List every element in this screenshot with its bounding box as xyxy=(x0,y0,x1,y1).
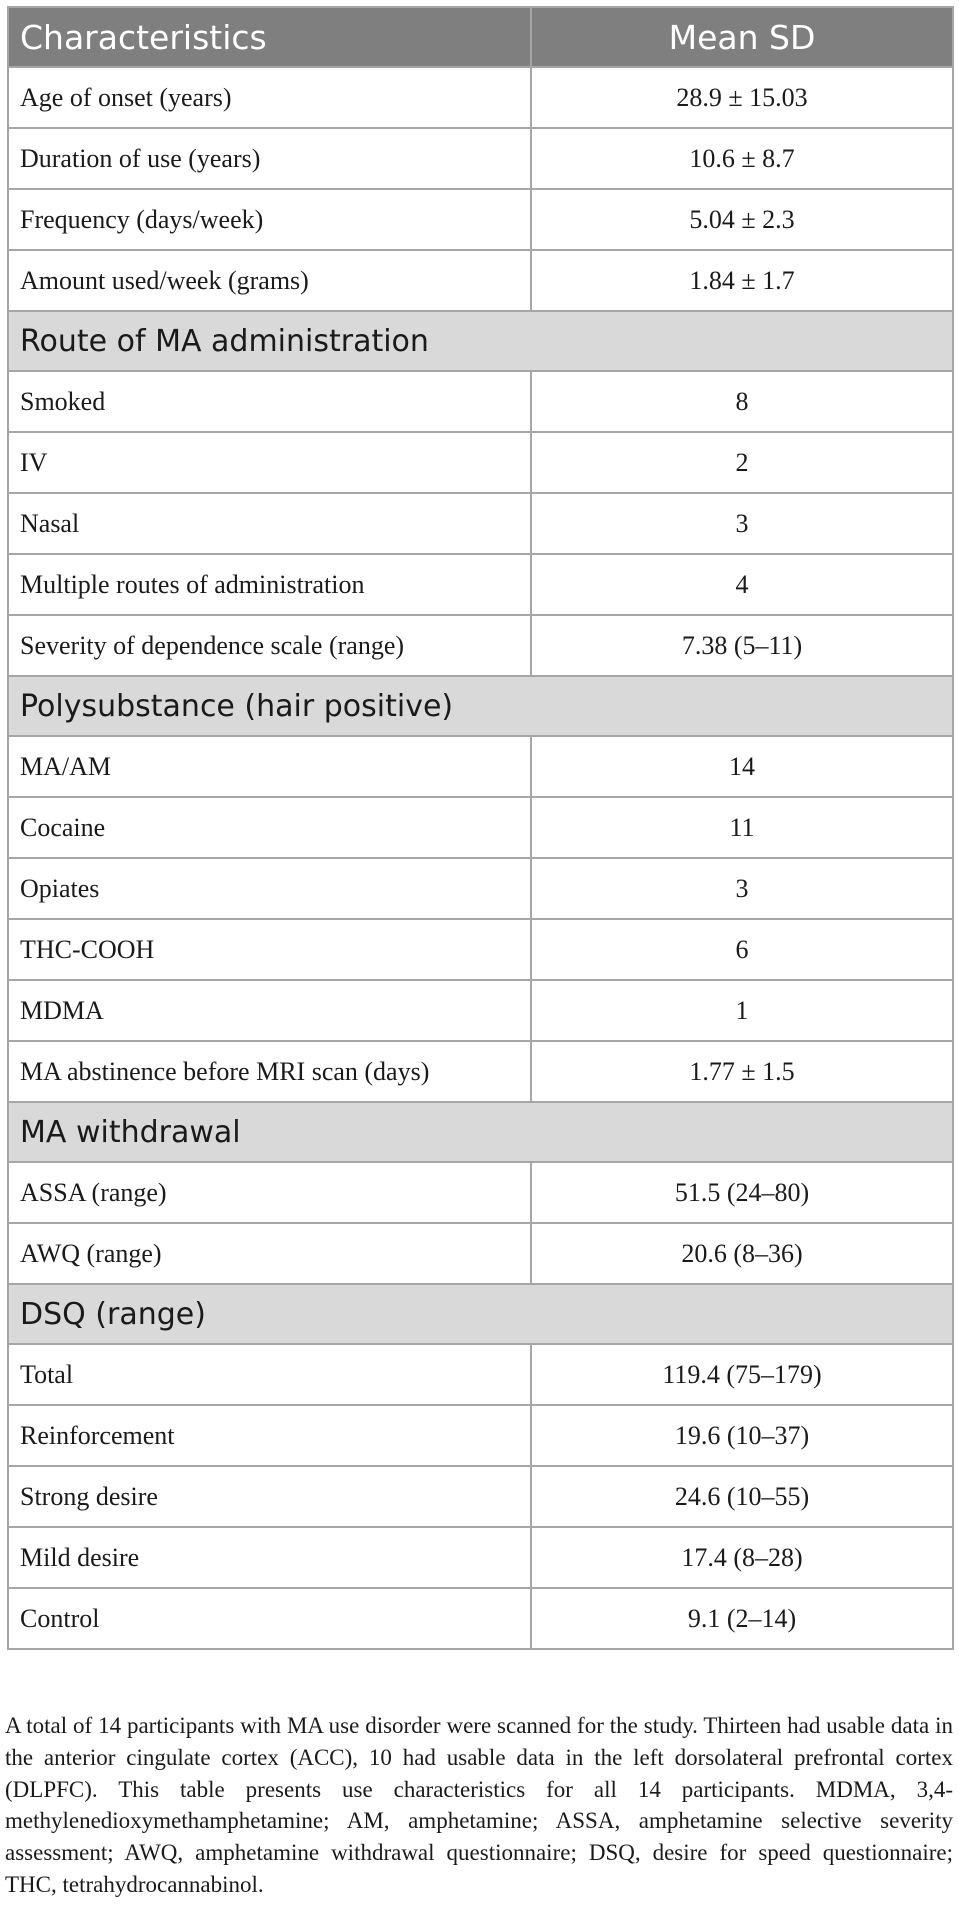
table-row xyxy=(8,1405,953,1466)
row-label: ASSA (range) xyxy=(8,1162,531,1223)
row-value: 28.9 ± 15.03 xyxy=(531,67,953,128)
row-value: 24.6 (10–55) xyxy=(531,1466,953,1527)
table-row xyxy=(8,128,953,189)
row-value: 9.1 (2–14) xyxy=(531,1588,953,1649)
row-label: Multiple routes of administration xyxy=(8,554,531,615)
section-title: DSQ (range) xyxy=(8,1284,953,1344)
table-row xyxy=(8,493,953,554)
row-label: Age of onset (years) xyxy=(8,67,531,128)
table-row xyxy=(8,67,953,128)
table-row xyxy=(8,1466,953,1527)
table-footnote: A total of 14 participants with MA use disorder were scanned for the study. Thirteen had usable data in the anterior cingulate cortex (ACC), 10 had usable data in the left dorsolateral prefrontal cortex (DLPFC). This table presents use characteristics for all 14 participants. MDMA, 3,4-methylenedioxymethamphetamine; AM, amphetamine; ASSA, amphetamine selective severity assessment; AWQ, amphetamine withdrawal questionnaire; DSQ, desire for speed questionnaire; THC, tetrahydrocannabinol. xyxy=(5,1713,953,1897)
row-value: 3 xyxy=(531,493,953,554)
row-value: 51.5 (24–80) xyxy=(531,1162,953,1223)
table-row xyxy=(8,615,953,676)
table-row xyxy=(8,1162,953,1223)
table-row xyxy=(8,980,953,1041)
row-label: Amount used/week (grams) xyxy=(8,250,531,311)
row-value: 11 xyxy=(531,797,953,858)
section-header-row xyxy=(8,311,953,371)
row-label: Total xyxy=(8,1344,531,1405)
row-label: Frequency (days/week) xyxy=(8,189,531,250)
row-value: 4 xyxy=(531,554,953,615)
row-value: 1 xyxy=(531,980,953,1041)
section-title: Polysubstance (hair positive) xyxy=(8,676,953,736)
characteristics-table xyxy=(7,6,954,1650)
column-header-mean-sd: Mean SD xyxy=(531,7,953,67)
row-value: 19.6 (10–37) xyxy=(531,1405,953,1466)
row-label: Severity of dependence scale (range) xyxy=(8,615,531,676)
section-header-row xyxy=(8,1102,953,1162)
row-value: 8 xyxy=(531,371,953,432)
header-row xyxy=(8,7,953,67)
row-label: Control xyxy=(8,1588,531,1649)
row-label: Opiates xyxy=(8,858,531,919)
row-value: 2 xyxy=(531,432,953,493)
row-value: 5.04 ± 2.3 xyxy=(531,189,953,250)
row-label: Reinforcement xyxy=(8,1405,531,1466)
row-label: Strong desire xyxy=(8,1466,531,1527)
table-row xyxy=(8,797,953,858)
table-row xyxy=(8,432,953,493)
table-row xyxy=(8,1223,953,1284)
table-row xyxy=(8,736,953,797)
row-label: Duration of use (years) xyxy=(8,128,531,189)
row-label: MA abstinence before MRI scan (days) xyxy=(8,1041,531,1102)
row-label: Cocaine xyxy=(8,797,531,858)
row-label: Mild desire xyxy=(8,1527,531,1588)
table-row xyxy=(8,1588,953,1649)
table-row xyxy=(8,371,953,432)
row-value: 17.4 (8–28) xyxy=(531,1527,953,1588)
table-header xyxy=(8,7,953,67)
section-header-row xyxy=(8,676,953,736)
table-row xyxy=(8,1041,953,1102)
row-value: 1.84 ± 1.7 xyxy=(531,250,953,311)
row-label: THC-COOH xyxy=(8,919,531,980)
row-value: 20.6 (8–36) xyxy=(531,1223,953,1284)
row-value: 3 xyxy=(531,858,953,919)
row-value: 7.38 (5–11) xyxy=(531,615,953,676)
table-body xyxy=(8,67,953,1649)
section-header-row xyxy=(8,1284,953,1344)
row-value: 14 xyxy=(531,736,953,797)
row-label: Smoked xyxy=(8,371,531,432)
table-row xyxy=(8,1527,953,1588)
section-title: Route of MA administration xyxy=(8,311,953,371)
characteristics-table-container xyxy=(7,6,952,1650)
table-row xyxy=(8,554,953,615)
row-label: AWQ (range) xyxy=(8,1223,531,1284)
row-label: MA/AM xyxy=(8,736,531,797)
row-value: 6 xyxy=(531,919,953,980)
column-header-characteristics: Characteristics xyxy=(8,7,531,67)
table-row xyxy=(8,189,953,250)
row-label: Nasal xyxy=(8,493,531,554)
section-title: MA withdrawal xyxy=(8,1102,953,1162)
row-value: 1.77 ± 1.5 xyxy=(531,1041,953,1102)
row-label: IV xyxy=(8,432,531,493)
table-row xyxy=(8,858,953,919)
row-value: 119.4 (75–179) xyxy=(531,1344,953,1405)
table-row xyxy=(8,1344,953,1405)
table-row xyxy=(8,250,953,311)
row-label: MDMA xyxy=(8,980,531,1041)
row-value: 10.6 ± 8.7 xyxy=(531,128,953,189)
table-row xyxy=(8,919,953,980)
